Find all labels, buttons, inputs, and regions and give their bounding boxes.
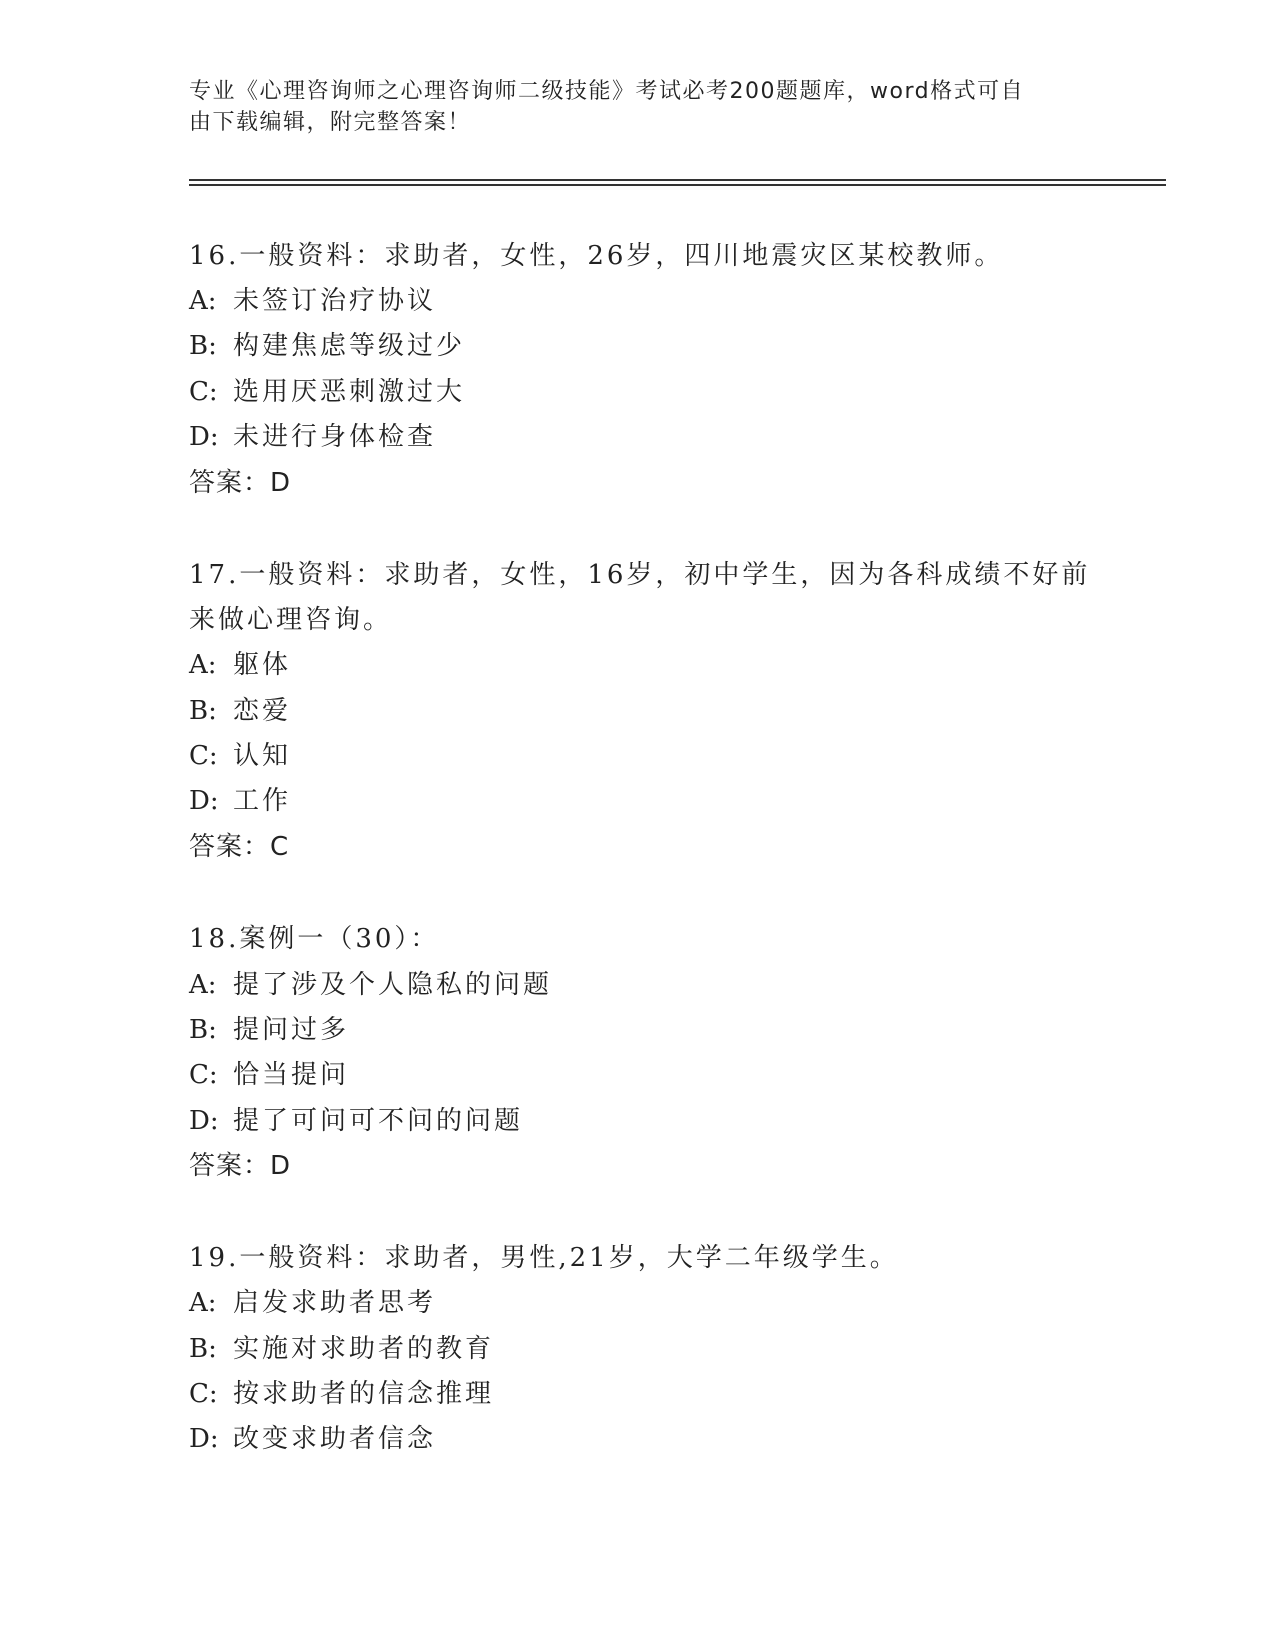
question-17-stem-line-2: 来做心理咨询。 <box>189 605 393 635</box>
option-text: 未进行身体检查 <box>233 422 437 452</box>
option-letter: C: <box>189 1379 218 1409</box>
option-letter: D: <box>189 422 219 452</box>
option-letter: D: <box>189 786 219 816</box>
option-text: 提问过多 <box>233 1015 350 1045</box>
option-text: 未签订治疗协议 <box>233 286 437 316</box>
question-17-answer: 答案：C <box>189 832 290 862</box>
option-letter: A: <box>189 286 217 316</box>
question-19-option-a <box>189 1288 436 1318</box>
question-16-option-c <box>189 377 465 407</box>
question-16-stem: 16.一般资料：求助者，女性，26岁，四川地震灾区某校教师。 <box>189 241 1004 271</box>
option-text: 构建焦虑等级过少 <box>233 331 466 361</box>
option-text: 认知 <box>233 741 292 771</box>
document-header <box>189 76 1069 138</box>
header-line-1: 专业《心理咨询师之心理咨询师二级技能》考试必考200题题库，word格式可自 <box>189 79 1025 104</box>
option-letter: C: <box>189 1060 218 1090</box>
header-divider-top <box>189 179 1166 181</box>
question-18-option-d <box>189 1106 523 1136</box>
option-letter: A: <box>189 650 217 680</box>
option-text: 恋爱 <box>233 696 292 726</box>
option-letter: A: <box>189 970 217 1000</box>
option-letter: B: <box>189 1015 217 1045</box>
option-letter: D: <box>189 1424 219 1454</box>
question-19-option-d <box>189 1424 436 1454</box>
option-text: 改变求助者信念 <box>233 1424 437 1454</box>
option-text: 提了涉及个人隐私的问题 <box>233 970 553 1000</box>
question-17-stem-line-1: 17.一般资料：求助者，女性，16岁，初中学生，因为各科成绩不好前 <box>189 560 1091 590</box>
question-17-option-c <box>189 741 291 771</box>
question-16-answer: 答案：D <box>189 468 292 498</box>
option-text: 提了可问可不问的问题 <box>233 1106 524 1136</box>
option-letter: B: <box>189 1334 217 1364</box>
option-text: 实施对求助者的教育 <box>233 1334 495 1364</box>
option-text: 恰当提问 <box>233 1060 350 1090</box>
option-letter: D: <box>189 1106 219 1136</box>
question-18-option-c <box>189 1060 349 1090</box>
question-17-option-a <box>189 650 291 680</box>
question-16-option-d <box>189 422 436 452</box>
question-17-option-b <box>189 696 291 726</box>
option-letter: B: <box>189 331 217 361</box>
question-18-stem: 18.案例一（30）： <box>189 924 440 954</box>
question-19-option-c <box>189 1379 494 1409</box>
option-text: 躯体 <box>233 650 292 680</box>
option-text: 启发求助者思考 <box>233 1288 437 1318</box>
question-18-option-a <box>189 970 552 1000</box>
question-18-option-b <box>189 1015 349 1045</box>
question-16-option-b <box>189 331 465 361</box>
option-letter: C: <box>189 741 218 771</box>
question-18-answer: 答案：D <box>189 1151 292 1181</box>
option-letter: B: <box>189 696 217 726</box>
option-text: 选用厌恶刺激过大 <box>233 377 466 407</box>
header-line-2: 由下载编辑，附完整答案！ <box>189 110 472 135</box>
question-19-stem: 19.一般资料：求助者，男性,21岁，大学二年级学生。 <box>189 1243 899 1273</box>
option-text: 工作 <box>233 786 292 816</box>
header-divider-bottom <box>189 184 1166 186</box>
question-17-option-d <box>189 786 291 816</box>
option-letter: C: <box>189 377 218 407</box>
question-16-option-a <box>189 286 436 316</box>
question-19-option-b <box>189 1334 494 1364</box>
option-text: 按求助者的信念推理 <box>233 1379 495 1409</box>
option-letter: A: <box>189 1288 217 1318</box>
